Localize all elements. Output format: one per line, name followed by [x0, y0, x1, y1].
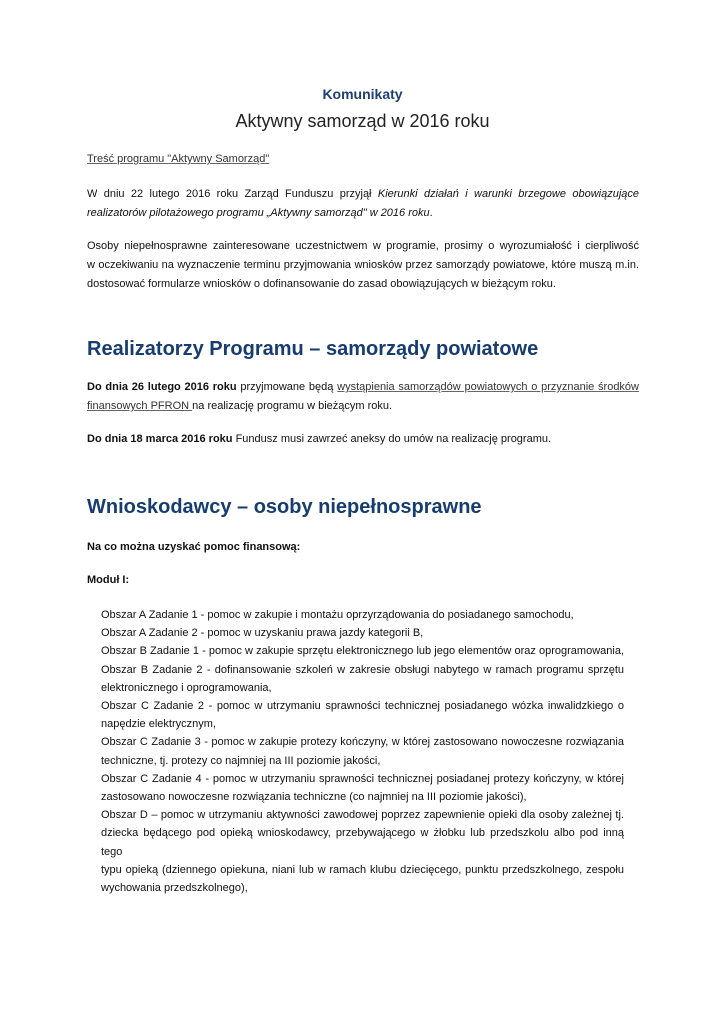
- page-title: Aktywny samorząd w 2016 roku: [235, 111, 490, 131]
- module-label: Moduł I:: [87, 574, 130, 586]
- intro-p1-line-1: [87, 185, 639, 204]
- applications-link-part-1[interactable]: wystąpienia samorządów powiatowych o przyznanie środków: [337, 381, 639, 393]
- list-item: Obszar C Zadanie 4 - pomoc w utrzymaniu sprawności technicznej posiadanej protezy kończyny, w której: [101, 772, 624, 785]
- section1-p2-line-1: [87, 430, 639, 449]
- deadline-bold-2: Do dnia 18 marca 2016 roku: [87, 433, 233, 445]
- section1-p1-line-1: [87, 378, 639, 397]
- section1-p2-text: Fundusz musi zawrzeć aneksy do umów na realizację programu.: [232, 433, 552, 445]
- list-item: Obszar A Zadanie 1 - pomoc w zakupie i montażu oprzyrządowania do posiadanego samochodu,: [101, 609, 574, 621]
- module-items-list: [101, 606, 624, 897]
- list-item-continued: typu opieką (dziennego opiekuna, niani lub w ramach klubu dziecięcego, punktu przedszkolnego, zespołu: [101, 863, 624, 876]
- list-item-continued: zastosowano nowoczesne rozwiązania techniczne (co najmniej na III poziomie jakości),: [101, 791, 527, 804]
- section-heading-wnioskodawcy: Wnioskodawcy – osoby niepełnosprawne: [87, 496, 482, 518]
- category-label: Komunikaty: [322, 86, 403, 102]
- intro-p2-line-3: dostosować formularze wniosków o dofinansowanie do zasad obowiązujących w bieżącym roku.: [87, 278, 556, 290]
- section1-paragraph-2: [87, 430, 639, 449]
- intro-paragraph-1: [87, 185, 639, 223]
- list-item-continued: dziecka będącego pod opieką wnioskodawcy, przebywającego w żłobku lub przedszkolu albo pod inną tego: [101, 827, 624, 858]
- intro-p1-text: W dniu 22 lutego 2016 roku Zarząd Funduszu przyjął: [87, 188, 378, 200]
- section1-p1-text: przyjmowane będą: [236, 381, 338, 393]
- list-item: Obszar C Zadanie 2 - pomoc w utrzymaniu sprawności technicznej posiadanego wózka inwalidzkiego o: [101, 700, 624, 713]
- intro-p1-line-2: [87, 204, 639, 223]
- list-item: Obszar B Zadanie 1 - pomoc w zakupie sprzętu elektronicznego lub jego elementów oraz oprogramowania,: [101, 645, 624, 658]
- list-item-continued: elektronicznego i oprogramowania,: [101, 681, 272, 694]
- list-item-continued: napędzie elektrycznym,: [101, 718, 216, 731]
- section-heading-realizatorzy: Realizatorzy Programu – samorządy powiatowe: [87, 338, 539, 360]
- list-item: Obszar D – pomoc w utrzymaniu aktywności zawodowej poprzez zapewnienie opieki dla osoby zależnej tj.: [101, 809, 624, 822]
- list-item: Obszar A Zadanie 2 - pomoc w uzyskaniu prawa jazdy kategorii B,: [101, 627, 424, 640]
- intro-p1-end: .: [429, 207, 433, 219]
- list-item-continued: wychowania przedszkolnego),: [101, 882, 248, 895]
- intro-p2-line-1: Osoby niepełnosprawne zainteresowane uczestnictwem w programie, prosimy o wyrozumiałość i cierpliwość: [87, 240, 639, 252]
- section1-p1-rest: na realizację programu w bieżącym roku.: [192, 400, 393, 412]
- financial-help-question: Na co można uzyskać pomoc finansową:: [87, 541, 301, 553]
- list-item-continued: techniczne, tj. protezy co najmniej na III poziomie jakości,: [101, 754, 381, 767]
- intro-p2-line-2: w oczekiwaniu na wyznaczenie terminu przyjmowania wniosków przez samorządy powiatowe, które muszą m.in.: [87, 259, 639, 271]
- list-item: Obszar B Zadanie 2 - dofinansowanie szkoleń w zakresie obsługi nabytego w ramach programu sprzętu: [101, 663, 624, 676]
- list-item: Obszar C Zadanie 3 - pomoc w zakupie protezy kończyny, w której zastosowano nowoczesne rozwiązania: [101, 736, 624, 749]
- intro-paragraph-2: [87, 237, 639, 294]
- intro-p1-italic-1: Kierunki działań i warunki brzegowe obowiązujące: [377, 188, 639, 200]
- applications-link-part-2[interactable]: finansowych PFRON: [87, 400, 193, 412]
- program-content-link[interactable]: Treść programu "Aktywny Samorząd": [87, 153, 270, 165]
- intro-p1-italic-2: realizatorów pilotażowego programu „Aktywny samorząd" w 2016 roku: [87, 207, 430, 219]
- deadline-bold-1: Do dnia 26 lutego 2016 roku: [87, 381, 237, 393]
- section1-p1-line-2: [87, 397, 639, 416]
- section1-paragraph-1: [87, 378, 639, 416]
